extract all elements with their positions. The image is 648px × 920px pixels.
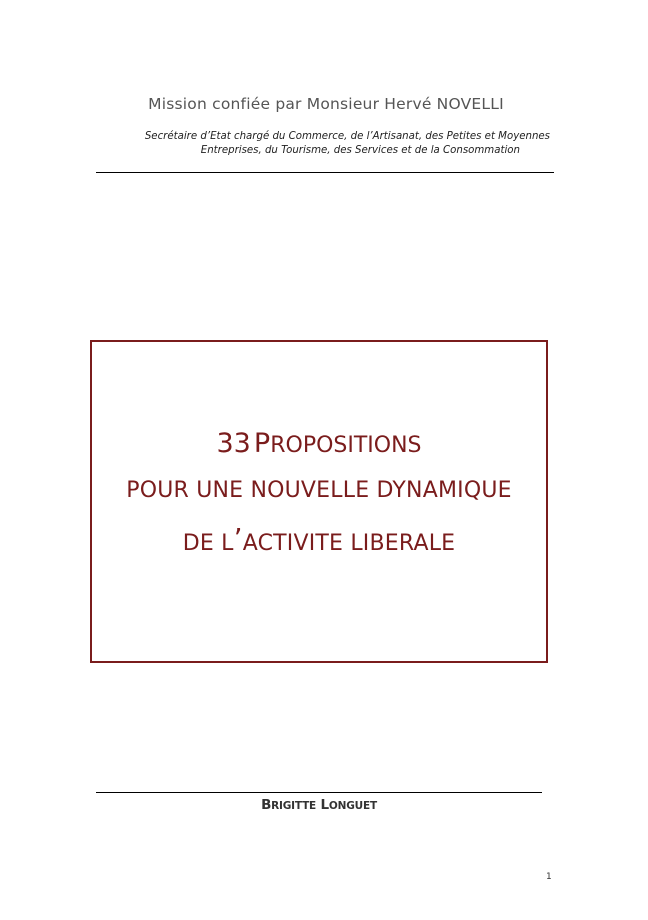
mission-title: Mission confiée par Monsieur Hervé NOVELLI — [148, 95, 504, 113]
title-line-3 — [92, 522, 546, 556]
subtitle-line-1: Secrétaire d’Etat chargé du Commerce, de l’Artisanat, des Petites et Moyennes — [144, 131, 550, 142]
title-box — [90, 340, 548, 663]
title-line-3-start: DE L — [182, 531, 234, 556]
title-line-1 — [92, 428, 546, 459]
title-number: 33 — [216, 428, 251, 459]
title-word-initial: P — [253, 428, 271, 459]
author-first-initial: B — [261, 797, 272, 813]
title-line-2: POUR UNE NOUVELLE DYNAMIQUE — [126, 478, 512, 503]
subtitle-line-2: Entreprises, du Tourisme, des Services et de la Consommation — [200, 145, 520, 156]
header-divider — [96, 172, 554, 173]
title-line-3-apostrophe: ’ — [233, 522, 243, 555]
author-last-rest: ONGUET — [328, 800, 377, 812]
footer-divider — [96, 792, 542, 793]
author-name — [96, 797, 542, 813]
page-number: 1 — [546, 872, 552, 882]
title-word-rest: ROPOSITIONS — [270, 433, 422, 458]
title-line-3-end: ACTIVITE LIBERALE — [242, 531, 456, 556]
author-last-initial: L — [320, 797, 329, 813]
author-first-rest: RIGITTE — [271, 800, 317, 812]
